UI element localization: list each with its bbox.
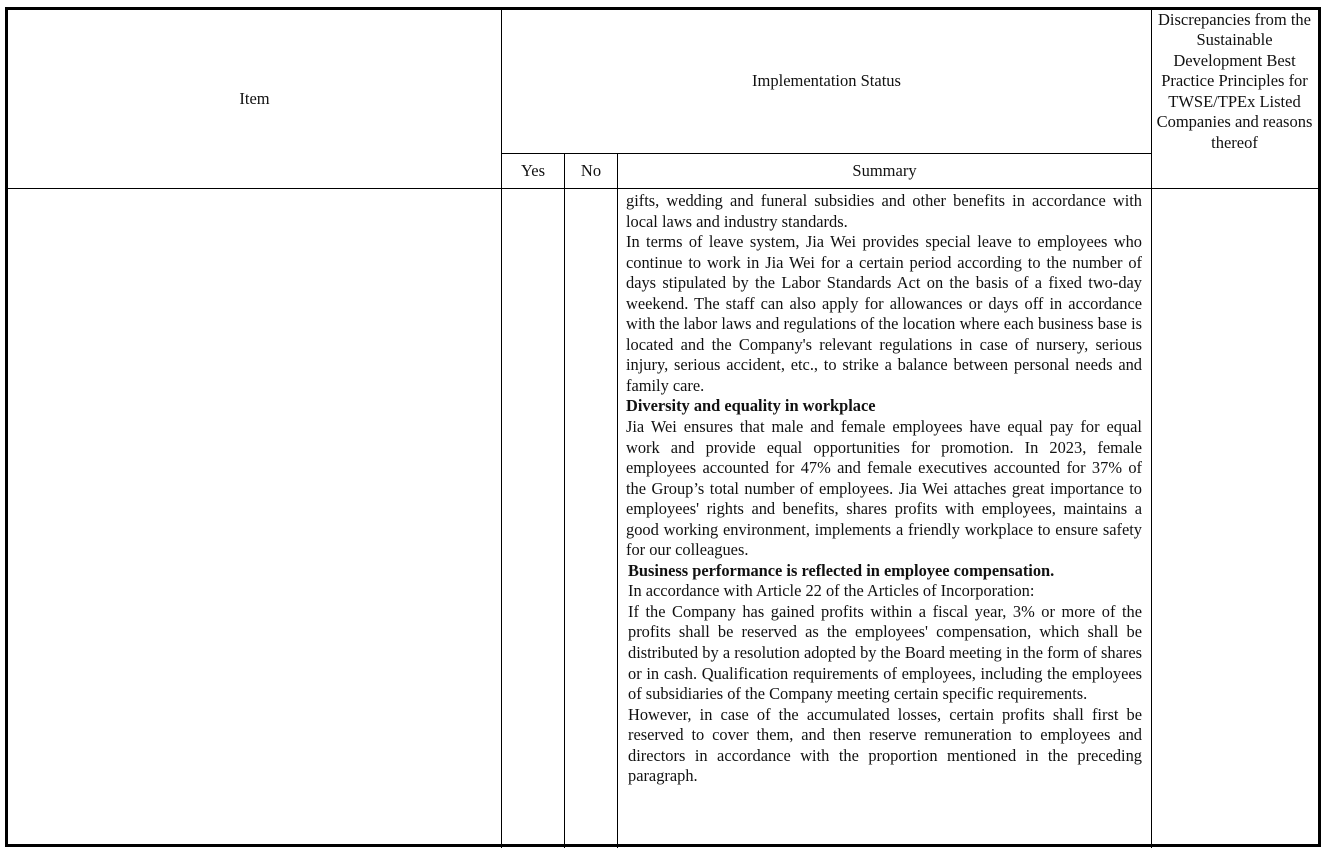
cell-discrepancy	[1152, 189, 1317, 845]
cell-yes	[502, 189, 564, 845]
header-no	[565, 154, 617, 188]
header-implementation-status	[502, 10, 1151, 153]
summary-paragraph-article: In accordance with Article 22 of the Articles of Incorporation:	[628, 581, 1035, 601]
summary-heading-diversity: Diversity and equality in workplace	[626, 396, 876, 416]
header-item	[8, 10, 501, 188]
header-no-label: No	[580, 160, 602, 180]
header-discrepancies	[1152, 10, 1317, 153]
divider-no-summary	[617, 153, 618, 848]
header-yes	[502, 154, 564, 188]
summary-paragraph-benefits: gifts, wedding and funeral subsidies and other benefits in accordance with local laws and industry standards.	[626, 191, 1142, 231]
cell-summary	[626, 191, 1142, 787]
header-item-label: Item	[239, 88, 270, 108]
summary-paragraph-losses: However, in case of the accumulated losses, certain profits shall first be reserved to cover them, and then reserve remuneration to employees and directors in accordance with the proportion mentioned in the preceding paragraph.	[628, 704, 1142, 786]
header-summary-label: Summary	[852, 160, 917, 180]
summary-paragraph-diversity: Jia Wei ensures that male and female employees have equal pay for equal work and provide equal opportunities for promotion. In 2023, female employees accounted for 47% and female executives accounted for 37% of the Group’s total number of employees. Jia Wei attaches great importance to employees' rights and benefits, shares profits with employees, maintains a good working environment, implements a friendly workplace to ensure safety for our colleagues.	[626, 417, 1142, 560]
header-implementation-status-label: Implementation Status	[752, 71, 901, 91]
cell-item	[8, 189, 501, 845]
header-yes-label: Yes	[520, 160, 545, 180]
summary-heading-compensation: Business performance is reflected in employee compensation.	[628, 560, 1055, 580]
header-summary	[618, 154, 1151, 188]
summary-paragraph-profits: If the Company has gained profits within a fiscal year, 3% or more of the profits shall be reserved as the employees' compensation, which shall be distributed by a resolution adopted by the Board meeting in the form of shares or in cash. Qualification requirements of employees, including the employees of subsidiaries of the Company meeting certain specific requirements.	[628, 601, 1142, 704]
cell-no	[565, 189, 617, 845]
summary-paragraph-leave: In terms of leave system, Jia Wei provides special leave to employees who continue to work in Jia Wei for a certain period according to the number of days stipulated by the Labor Standards Act on the basis of a fixed two-day weekend. The staff can also apply for allowances or days off in accordance with the labor laws and regulations of the location where each business base is located and the Company's relevant regulations in case of nursery, serious injury, serious accident, etc., to strike a balance between personal needs and family care.	[626, 232, 1142, 395]
header-discrepancies-label: Discrepancies from the Sustainable Development Best Practice Principles for TWSE/TPEx Listed Companies and reasons thereof	[1156, 9, 1313, 152]
